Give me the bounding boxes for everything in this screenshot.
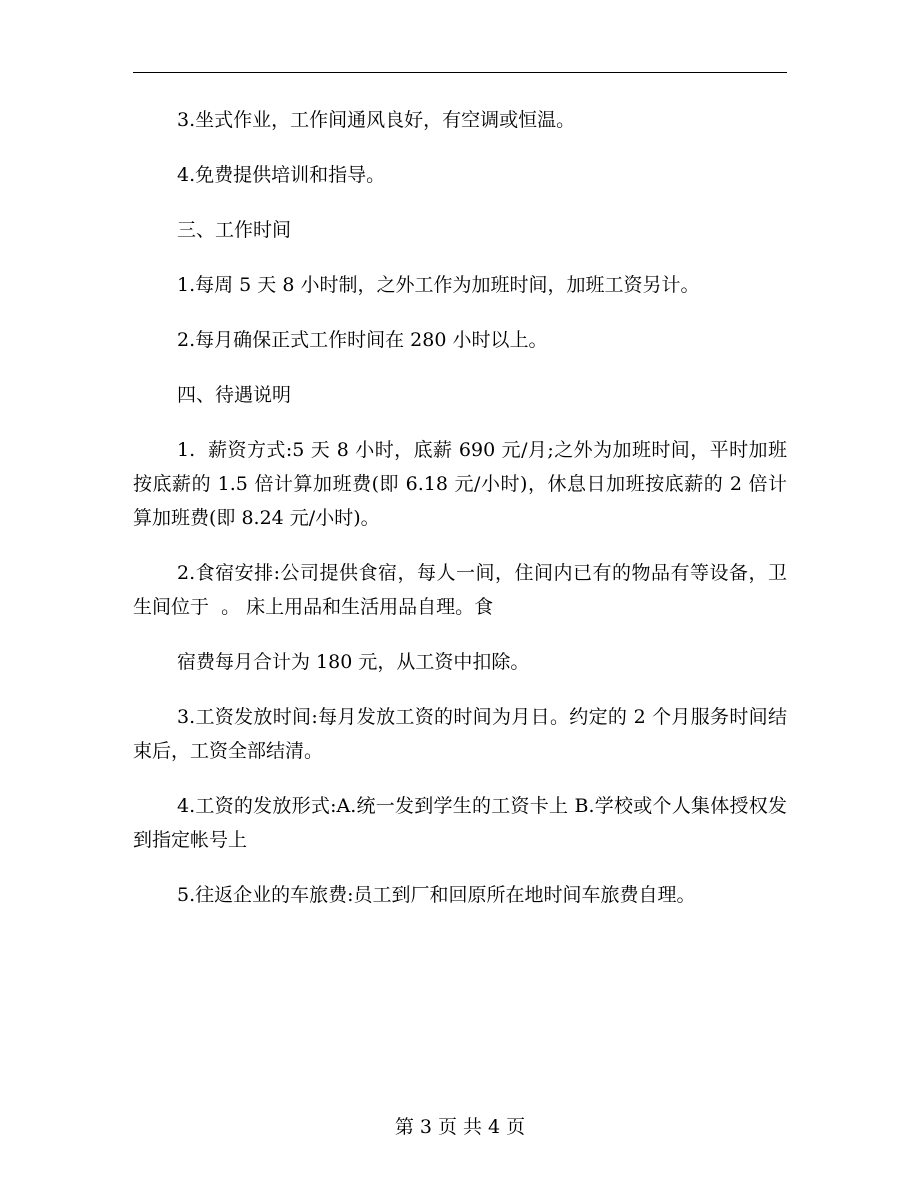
paragraph: 4.免费提供培训和指导。 bbox=[177, 164, 386, 186]
paragraph: 宿费每月合计为 180 元，从工资中扣除。 bbox=[177, 651, 530, 673]
paragraph: 2.每月确保正式工作时间在 280 小时以上。 bbox=[177, 329, 548, 351]
paragraph: 3.坐式作业，工作间通风良好，有空调或恒温。 bbox=[177, 109, 576, 131]
document-body bbox=[133, 103, 787, 912]
header-rule bbox=[133, 72, 787, 73]
paragraph: 4.工资的发放形式:A.统一发到学生的工资卡上 B.学校或个人集体授权发到指定帐号上 bbox=[133, 795, 787, 851]
paragraph: 3.工资发放时间:每月发放工资的时间为月日。约定的 2 个月服务时间结束后，工资全部结清。 bbox=[133, 706, 787, 762]
page-footer: 第 3 页 共 4 页 bbox=[394, 1116, 526, 1138]
paragraph: 2.食宿安排:公司提供食宿，每人一间，住间内已有的物品有等设备，卫生间位于 。 床上用品和生活用品自理。食 bbox=[133, 562, 787, 618]
section-heading: 三、工作时间 bbox=[177, 219, 292, 241]
paragraph: 1.每周 5 天 8 小时制，之外工作为加班时间，加班工资另计。 bbox=[177, 274, 700, 296]
paragraph: 1. 薪资方式:5 天 8 小时，底薪 690 元/月;之外为加班时间，平时加班按底薪的 1.5 倍计算加班费(即 6.18 元/小时)，休息日加班按底薪的 2 倍计算加班费(即 8.24 元/小时)。 bbox=[133, 439, 787, 529]
paragraph: 5.往返企业的车旅费:员工到厂和回原所在地时间车旅费自理。 bbox=[177, 884, 696, 906]
section-heading: 四、待遇说明 bbox=[177, 384, 292, 406]
